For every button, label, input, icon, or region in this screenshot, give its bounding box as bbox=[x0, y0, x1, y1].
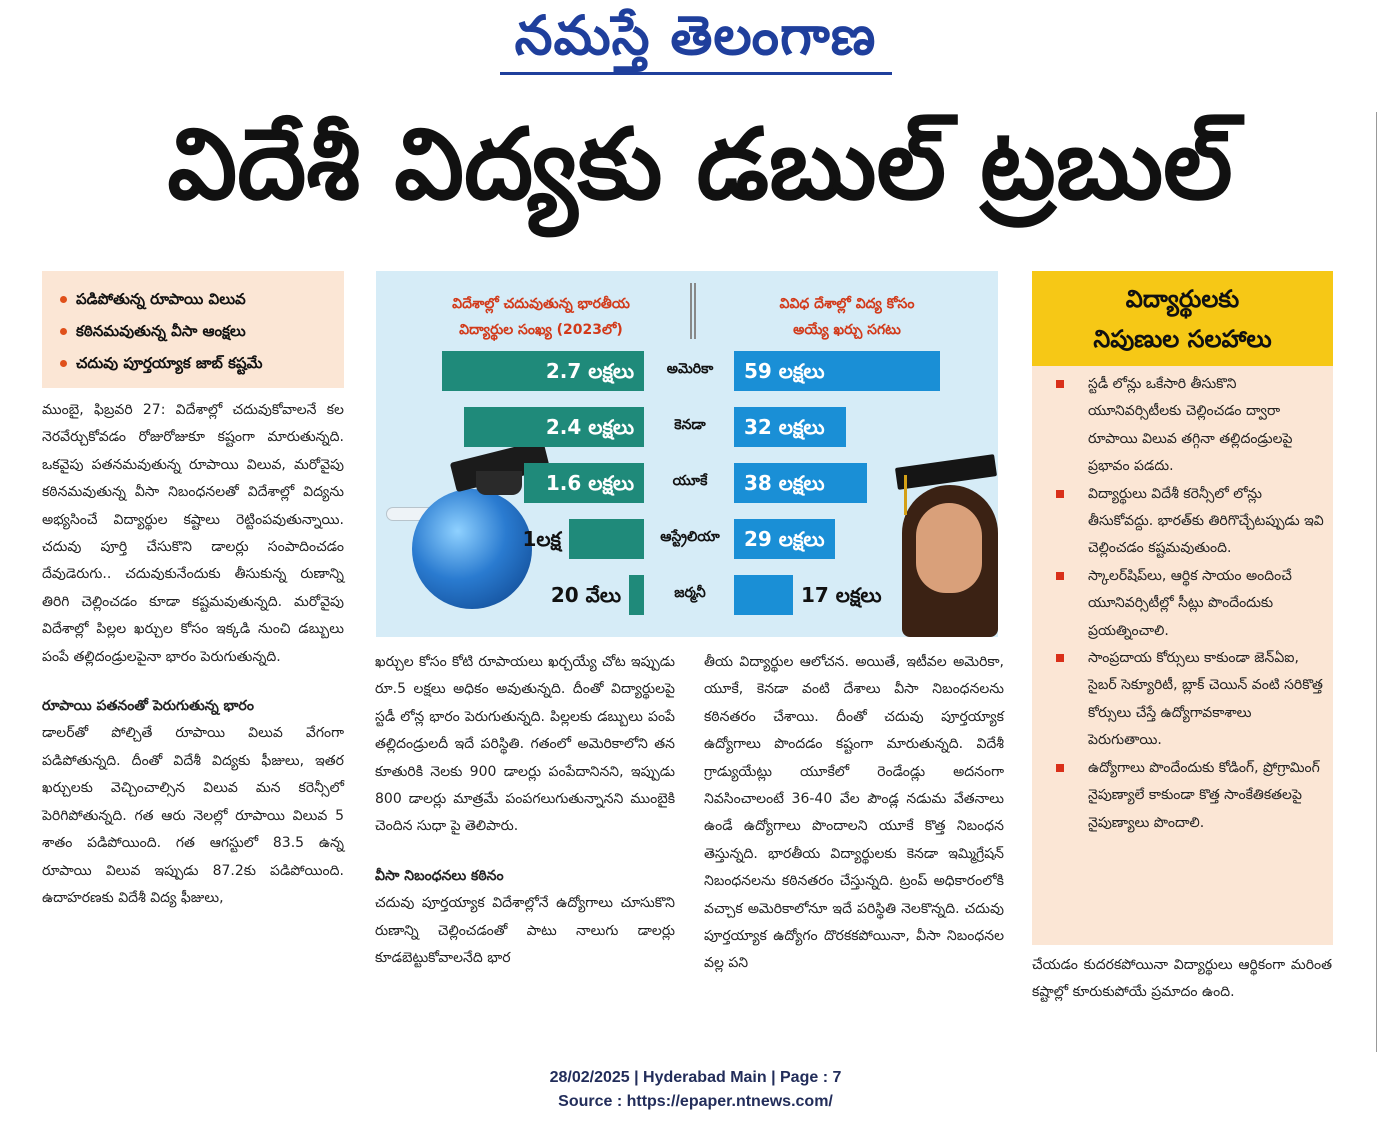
tip-item bbox=[1048, 481, 1326, 563]
masthead-logo: నమస్తే తెలంగాణ bbox=[514, 4, 877, 67]
bullet-dot-icon bbox=[60, 360, 67, 367]
tip-item bbox=[1048, 755, 1326, 837]
page-edge-rule bbox=[1376, 112, 1377, 1052]
bullet-dot-icon bbox=[60, 328, 67, 335]
tip-text: సాంప్రదాయ కోర్సులు కాకుండా జెన్‌ఏఐ, సైబర్ సెక్యూరిటీ, బ్లాక్ చెయిన్ వంటి సరికొత్త కోర్సులు చేస్తే ఉద్యోగావకాశాలు పెరుగుతాయి. bbox=[1088, 650, 1323, 749]
country-label: ఆస్ట్రేలియా bbox=[660, 529, 720, 545]
square-bullet-icon bbox=[1056, 490, 1064, 498]
students-bar bbox=[464, 407, 644, 447]
article-paragraph: చేయడం కుదరకపోయినా విద్యార్థులు ఆర్థికంగా మరింత కష్టాల్లో కూరుకుపోయే ప్రమాదం ఉంది. bbox=[1032, 957, 1332, 1001]
graduation-cap-base bbox=[476, 471, 522, 495]
country-label: కెనడా bbox=[674, 417, 706, 433]
heading-line: విద్యార్థుల సంఖ్య (2023లో) bbox=[459, 322, 623, 338]
cost-value-label: 17 లక్షలు bbox=[801, 583, 882, 607]
students-value-label: 1.6 లక్షలు bbox=[545, 471, 634, 495]
highlights-box bbox=[42, 271, 344, 388]
article-paragraph: చదువు పూర్తయ్యాక విదేశాల్లోనే ఉద్యోగాలు చూసుకొని రుణాన్ని చెల్లించడంతో పాటు నాలుగు డాలర్లు కూడబెట్టుకోవాలనేది భార bbox=[375, 895, 675, 967]
cap-tassel bbox=[904, 475, 907, 515]
students-value-label: 1లక్ష bbox=[522, 527, 561, 551]
article-column-4 bbox=[1032, 952, 1332, 1007]
cost-bar bbox=[734, 463, 867, 503]
tip-text: స్కాలర్‌షిప్‌లు, ఆర్థిక సాయం అందించే యూనివర్సిటీల్లో సీట్లు పొందేందుకు ప్రయత్నించాలి. bbox=[1088, 567, 1292, 639]
masthead-underline bbox=[500, 72, 892, 75]
students-bar bbox=[442, 351, 644, 391]
tip-item bbox=[1048, 645, 1326, 755]
source-link[interactable]: Source : https://epaper.ntnews.com/ bbox=[558, 1093, 833, 1110]
students-value-label: 20 వేలు bbox=[550, 583, 621, 607]
page-footer bbox=[0, 1066, 1391, 1114]
cost-chart-heading bbox=[722, 291, 972, 343]
cost-value-label: 59 లక్షలు bbox=[744, 359, 825, 383]
students-bar bbox=[569, 519, 644, 559]
article-column-2 bbox=[375, 649, 675, 972]
heading-line: వివిధ దేశాల్లో విద్య కోసం bbox=[779, 296, 915, 312]
tip-item bbox=[1048, 371, 1326, 481]
country-label: యూకే bbox=[672, 473, 708, 489]
globe-illustration bbox=[412, 489, 532, 609]
students-bar bbox=[629, 575, 644, 615]
heading-line: విద్యార్థులకు bbox=[1125, 285, 1240, 313]
tip-text: విద్యార్థులు విదేశీ కరెన్సీలో లోన్లు తీసుకోవద్దు. భారత్‌కు తిరిగొచ్చేటప్పుడు ఇవి చెల్లించడం కష్టమవుతుంది. bbox=[1088, 485, 1324, 557]
tip-item bbox=[1048, 563, 1326, 645]
bullet-dot-icon bbox=[60, 296, 67, 303]
highlight-text: పడిపోతున్న రూపాయి విలువ bbox=[76, 290, 246, 308]
cost-bar bbox=[734, 575, 793, 615]
expert-tips-box bbox=[1032, 271, 1333, 945]
tips-list bbox=[1048, 371, 1326, 837]
square-bullet-icon bbox=[1056, 572, 1064, 580]
heading-line: అయ్యే ఖర్చు సగటు bbox=[793, 322, 901, 338]
square-bullet-icon bbox=[1056, 764, 1064, 772]
cost-bar bbox=[734, 407, 846, 447]
highlight-text: చదువు పూర్తయ్యాక జాబ్ కష్టమే bbox=[76, 354, 263, 372]
highlight-item bbox=[60, 315, 336, 347]
cost-value-label: 38 లక్షలు bbox=[744, 471, 825, 495]
country-label: జర్మనీ bbox=[674, 585, 706, 601]
cost-value-label: 29 లక్షలు bbox=[744, 527, 825, 551]
headline: విదేశీ విద్యకు డబుల్ ట్రబుల్ bbox=[167, 108, 1233, 222]
tips-heading bbox=[1032, 271, 1333, 366]
student-face bbox=[916, 503, 982, 593]
article-paragraph: డాలర్‌తో పోల్చితే రూపాయి విలువ వేగంగా పడిపోతున్నది. దీంతో విదేశీ విద్యకు ఫీజులు, ఇతర ఖర్చులకు వెచ్చించాల్సిన విలువ మన కరెన్సీలో పెరిగిపోతున్నది. గత ఆరు నెలల్లో రూపాయి విలువ 5 శాతం పడిపోయింది. గత ఆగస్టులో 83.5 ఉన్న రూపాయి విలువ ఇప్పుడు 87.2కు పడిపోయింది. ఉదాహరణకు విదేశీ విద్య ఫీజులు, bbox=[42, 725, 344, 906]
article-subhead: రూపాయి పతనంతో పెరుగుతున్న భారం bbox=[42, 698, 254, 715]
tip-text: స్టడీ లోన్లు ఒకేసారి తీసుకొని యూనివర్సిటీలకు చెల్లించడం ద్వారా రూపాయి విలువ తగ్గినా తల్లిదండ్రులపై ప్రభావం పడదు. bbox=[1088, 376, 1293, 475]
tip-text: ఉద్యోగాలు పొందేందుకు కోడింగ్, ప్రోగ్రామింగ్ నైపుణ్యాలే కాకుండా కొత్త సాంకేతికతలపై నైపుణ్యాలు పొందాలి. bbox=[1088, 759, 1320, 831]
highlight-item bbox=[60, 283, 336, 315]
square-bullet-icon bbox=[1056, 380, 1064, 388]
students-bar bbox=[524, 463, 644, 503]
article-paragraph: ఖర్చుల కోసం కోటి రూపాయలు ఖర్చయ్యే చోట ఇప్పుడు రూ.5 లక్షలు అధికం అవుతున్నది. దీంతో విద్యార్థులపై స్టడీ లోన్ల భారం పెరుగుతున్నది. పిల్లలకు డబ్బులు పంపే తల్లిదండ్రులదీ ఇదే పరిస్థితి. గతంలో అమెరికాలోని తన కూతురికి నెలకు 900 డాలర్లు పంపేదానినని, ఇప్పుడు 800 డాలర్లు మాత్రమే పంపగలుగుతున్నానని ముంబైకి చెందిన సుధా పై తెలిపారు. bbox=[375, 654, 675, 835]
article-subhead: వీసా నిబంధనలు కఠినం bbox=[375, 867, 504, 884]
cost-bar bbox=[734, 351, 940, 391]
infographic bbox=[376, 271, 998, 637]
students-chart-heading bbox=[396, 291, 686, 343]
article-paragraph: తీయ విద్యార్థుల ఆలోచన. అయితే, ఇటీవల అమెరికా, యూకే, కెనడా వంటి దేశాలు వీసా నిబంధనలను కఠినతరం చేశాయి. దీంతో చదువు పూర్తయ్యాక ఉద్యోగాలు పొందడం కష్టంగా మారుతున్నది. విదేశీ గ్రాడ్యుయేట్లు యూకేలో రెండేండ్లు అదనంగా నివసించాలంటే 36-40 వేల పౌండ్ల నడుమ వేతనాలు ఉండే ఉద్యోగాలు పొందాలని యూకే కొత్త నిబంధన తెస్తున్నది. భారతీయ విద్యార్థులకు కెనడా ఇమ్మిగ్రేషన్ నిబంధనలను కఠినతరం చేస్తున్నది. ట్రంప్ అధికారంలోకి వచ్చాక అమెరికాలోనూ ఇదే పరిస్థితి నెలకొన్నది. చదువు పూర్తయ్యాక ఉద్యోగం దొరకకపోయినా, వీసా నిబంధనల వల్ల పని bbox=[704, 654, 1004, 972]
cost-bar bbox=[734, 519, 835, 559]
heading-line: నిపుణుల సలహాలు bbox=[1093, 325, 1272, 353]
article-column-3 bbox=[704, 649, 1004, 978]
article-paragraph: ముంబై, ఫిబ్రవరి 27: విదేశాల్లో చదువుకోవాలనే కల నెరవేర్చుకోవడం రోజురోజుకూ కష్టంగా మారుతున్నది. ఒకవైపు పతనమవుతున్న రూపాయి విలువ, మరోవైపు కఠినమవుతున్న వీసా నిబంధనలతో విదేశాల్లో విద్యను అభ్యసించే విద్యార్థుల కష్టాలు రెట్టింపవుతున్నాయి. చదువు పూర్తి చేసుకొని డాలర్లు సంపాదించడం దేవుడెరుగు.. చదువుకునేందుకు తీసుకున్న రుణాన్ని తిరిగి చెల్లించడం కూడా కష్టమవుతున్నది. మరోవైపు విదేశాల్లో పిల్లల ఖర్చుల కోసం ఇక్కడి నుంచి డబ్బులు పంపే తల్లిదండ్రులపైనా భారం పెరుగుతున్నది. bbox=[42, 402, 344, 665]
heading-divider bbox=[690, 283, 696, 339]
edition-info: 28/02/2025 | Hyderabad Main | Page : 7 bbox=[549, 1069, 842, 1086]
heading-line: విదేశాల్లో చదువుతున్న భారతీయ bbox=[452, 296, 630, 312]
students-value-label: 2.4 లక్షలు bbox=[545, 415, 634, 439]
square-bullet-icon bbox=[1056, 654, 1064, 662]
highlight-item bbox=[60, 347, 336, 379]
cost-value-label: 32 లక్షలు bbox=[744, 415, 825, 439]
students-value-label: 2.7 లక్షలు bbox=[545, 359, 634, 383]
highlight-text: కఠినమవుతున్న వీసా ఆంక్షలు bbox=[76, 322, 246, 340]
country-label: అమెరికా bbox=[666, 361, 714, 377]
article-column-1 bbox=[42, 397, 344, 912]
